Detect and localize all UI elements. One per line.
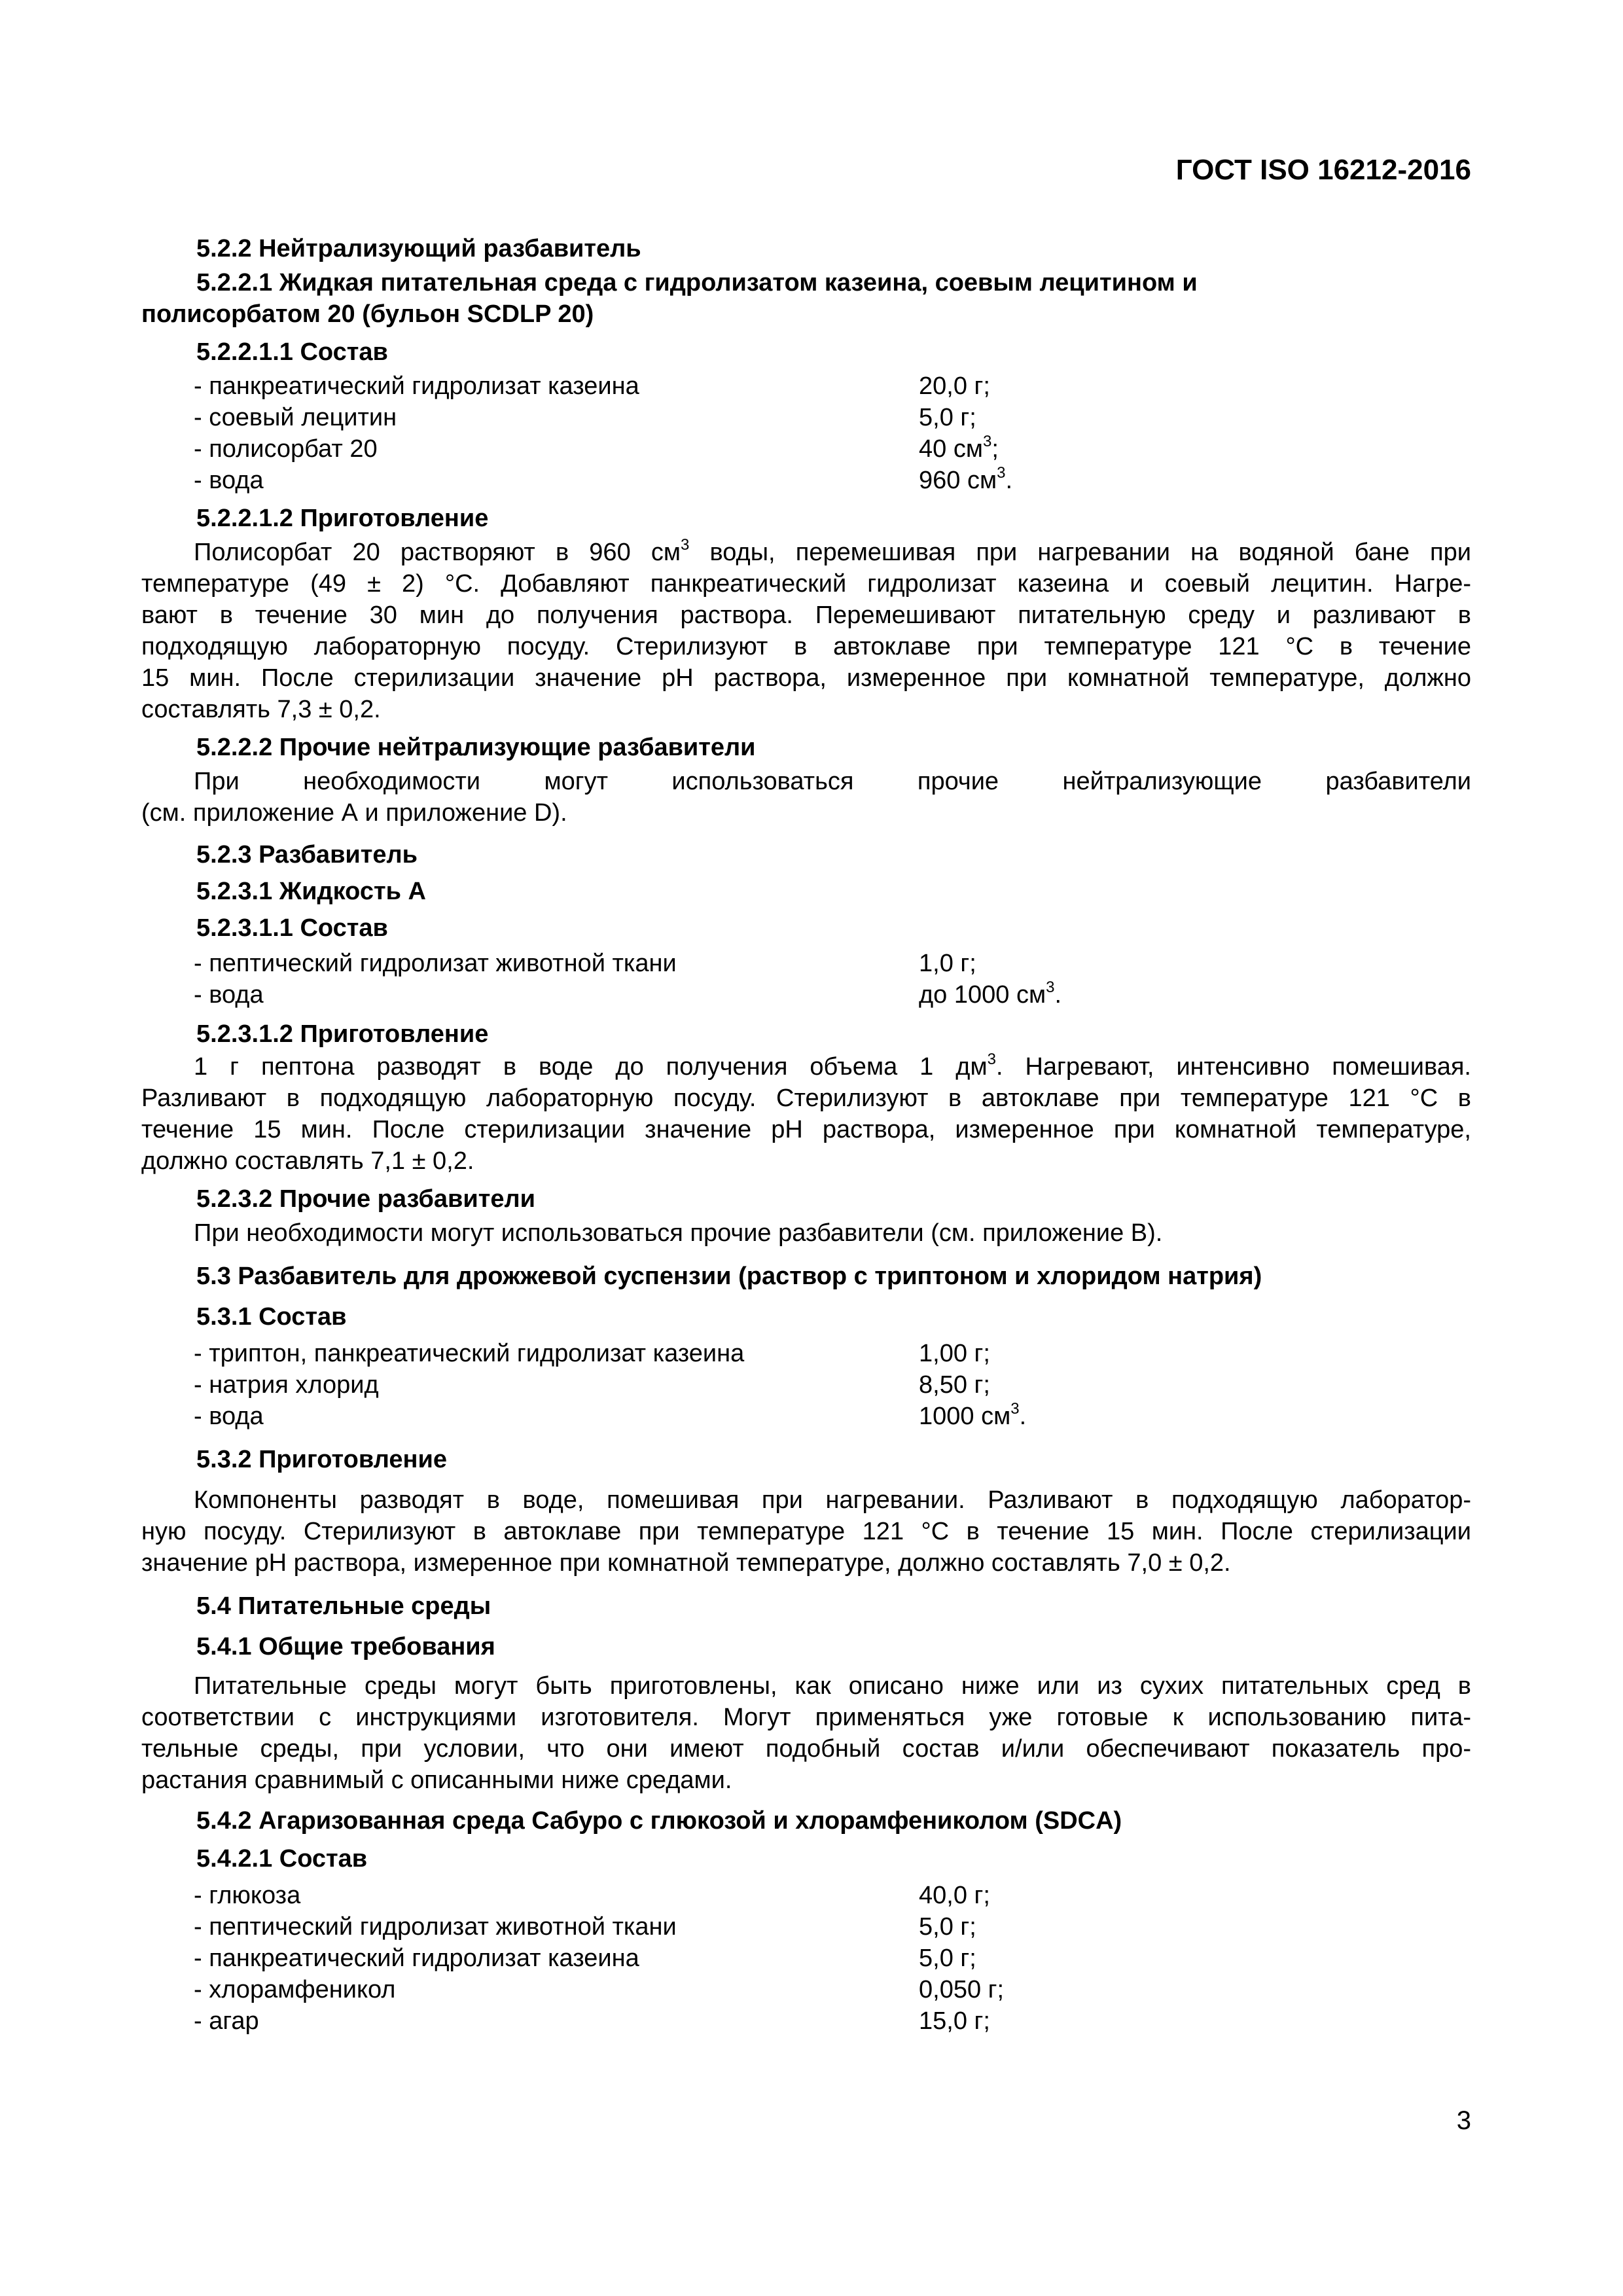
section-5-4-2-title: 5.4.2 Агаризованная среда Сабуро с глюкозой и хлорамфениколом (SDCA)	[196, 1807, 1122, 1835]
paragraph-line: Разливают в подходящую лабораторную посуду. Стерилизуют в автоклаве при температуре 121 °С в	[141, 1085, 1471, 1112]
composition-item-name: - вода	[194, 1403, 264, 1430]
section-5-2-3-1-title: 5.2.3.1 Жидкость А	[196, 878, 426, 905]
composition-item-value: 20,0 г;	[919, 372, 990, 400]
paragraph-line: растания сравнимый с описанными ниже средами.	[141, 1767, 732, 1794]
composition-item-value: 0,050 г;	[919, 1976, 1005, 2003]
paragraph-line: течение 15 мин. После стерилизации значение рН раствора, измеренное при комнатной температуре,	[141, 1116, 1471, 1143]
composition-item-value: 5,0 г;	[919, 1945, 976, 1972]
composition-item-value: 8,50 г;	[919, 1371, 990, 1399]
document-header-id: ГОСТ ISO 16212-2016	[1175, 154, 1471, 186]
composition-item-name: - вода	[194, 981, 264, 1009]
paragraph-line: При необходимости могут использоваться прочие разбавители (см. приложение В).	[194, 1219, 1163, 1247]
paragraph-line: составлять 7,3 ± 0,2.	[141, 696, 381, 723]
section-5-3-title: 5.3 Разбавитель для дрожжевой суспензии (раствор с триптоном и хлоридом натрия)	[196, 1263, 1262, 1290]
paragraph-line: температуре (49 ± 2) °С. Добавляют панкреатический гидролизат казеина и соевый лецитин. Нагре-	[141, 570, 1471, 598]
paragraph-line: Компоненты разводят в воде, помешивая при нагревании. Разливают в подходящую лаборатор-	[194, 1486, 1471, 1514]
paragraph-line: (см. приложение А и приложение D).	[141, 799, 567, 827]
section-5-2-2-1-2-title: 5.2.2.1.2 Приготовление	[196, 505, 489, 532]
composition-item-name: - агар	[194, 2007, 259, 2035]
composition-item-name: - натрия хлорид	[194, 1371, 379, 1399]
section-5-2-2-title: 5.2.2 Нейтрализующий разбавитель	[196, 235, 641, 262]
composition-item-value: до 1000 $см^3$.	[919, 978, 1062, 1009]
composition-item-name: - глюкоза	[194, 1882, 301, 1909]
composition-item-name: - панкреатический гидролизат казеина	[194, 372, 639, 400]
paragraph-line: значение рН раствора, измеренное при комнатной температуре, должно составлять 7,0 ± 0,2.	[141, 1549, 1231, 1577]
paragraph-line: 15 мин. После стерилизации значение рН раствора, измеренное при комнатной температуре, должно	[141, 664, 1471, 692]
paragraph-line: 1 г пептона разводят в воде до получения объема 1 $дм^3$. Нагревают, интенсивно помешивая.	[194, 1050, 1471, 1081]
section-5-2-2-1-title-line1: 5.2.2.1 Жидкая питательная среда с гидролизатом казеина, соевым лецитином и	[196, 269, 1198, 296]
composition-item-name: - полисорбат 20	[194, 435, 378, 463]
paragraph-line: вают в течение 30 мин до получения раствора. Перемешивают питательную среду и разливают в	[141, 601, 1471, 629]
section-5-2-3-title: 5.2.3 Разбавитель	[196, 841, 418, 869]
composition-item-name: - пептический гидролизат животной ткани	[194, 950, 677, 977]
paragraph-line: подходящую лабораторную посуду. Стерилизуют в автоклаве при температуре 121 °С в течение	[141, 633, 1471, 660]
composition-item-value: 5,0 г;	[919, 1913, 976, 1941]
composition-item-name: - панкреатический гидролизат казеина	[194, 1945, 639, 1972]
page-number: 3	[1456, 2106, 1471, 2135]
paragraph-line: При необходимости могут использоваться прочие нейтрализующие разбавители	[194, 768, 1471, 795]
paragraph-line: соответствии с инструкциями изготовителя. Могут применяться уже готовые к использованию пита-	[141, 1704, 1471, 1731]
composition-item-value: 1000 $см^3$.	[919, 1400, 1027, 1430]
composition-item-value: 960 $см^3$.	[919, 464, 1013, 494]
paragraph-line: должно составлять 7,1 ± 0,2.	[141, 1147, 474, 1175]
composition-item-name: - триптон, панкреатический гидролизат казеина	[194, 1340, 745, 1367]
section-5-2-3-1-2-title: 5.2.3.1.2 Приготовление	[196, 1020, 489, 1048]
composition-item-value: 5,0 г;	[919, 404, 976, 431]
composition-item-value: 40,0 г;	[919, 1882, 990, 1909]
section-5-2-2-2-title: 5.2.2.2 Прочие нейтрализующие разбавители	[196, 734, 756, 761]
paragraph-line: тельные среды, при условии, что они имеют подобный состав и/или обеспечивают показатель про-	[141, 1735, 1471, 1763]
composition-item-name: - пептический гидролизат животной ткани	[194, 1913, 677, 1941]
composition-item-value: 15,0 г;	[919, 2007, 990, 2035]
section-5-2-3-2-title: 5.2.3.2 Прочие разбавители	[196, 1185, 535, 1213]
paragraph-line: Питательные среды могут быть приготовлены, как описано ниже или из сухих питательных сред в	[194, 1672, 1471, 1700]
section-5-3-2-title: 5.3.2 Приготовление	[196, 1446, 447, 1473]
section-5-4-2-1-title: 5.4.2.1 Состав	[196, 1845, 368, 1873]
section-5-4-title: 5.4 Питательные среды	[196, 1592, 491, 1620]
section-5-2-2-1-title-line2: полисорбатом 20 (бульон SCDLP 20)	[141, 300, 594, 328]
section-5-2-3-1-1-title: 5.2.3.1.1 Состав	[196, 914, 388, 942]
section-5-2-2-1-1-title: 5.2.2.1.1 Состав	[196, 338, 388, 366]
composition-item-name: - вода	[194, 467, 264, 494]
composition-item-name: - хлорамфеникол	[194, 1976, 396, 2003]
composition-item-value: 40 $см^3$;	[919, 433, 999, 463]
composition-item-name: - соевый лецитин	[194, 404, 397, 431]
section-5-3-1-title: 5.3.1 Состав	[196, 1303, 347, 1331]
composition-item-value: 1,00 г;	[919, 1340, 990, 1367]
section-5-4-1-title: 5.4.1 Общие требования	[196, 1633, 495, 1660]
composition-item-value: 1,0 г;	[919, 950, 976, 977]
paragraph-line: ную посуду. Стерилизуют в автоклаве при температуре 121 °С в течение 15 мин. После стерилизации	[141, 1518, 1471, 1545]
paragraph-line: Полисорбат 20 растворяют в 960 $см^3$ воды, перемешивая при нагревании на водяной бане при	[194, 536, 1471, 566]
